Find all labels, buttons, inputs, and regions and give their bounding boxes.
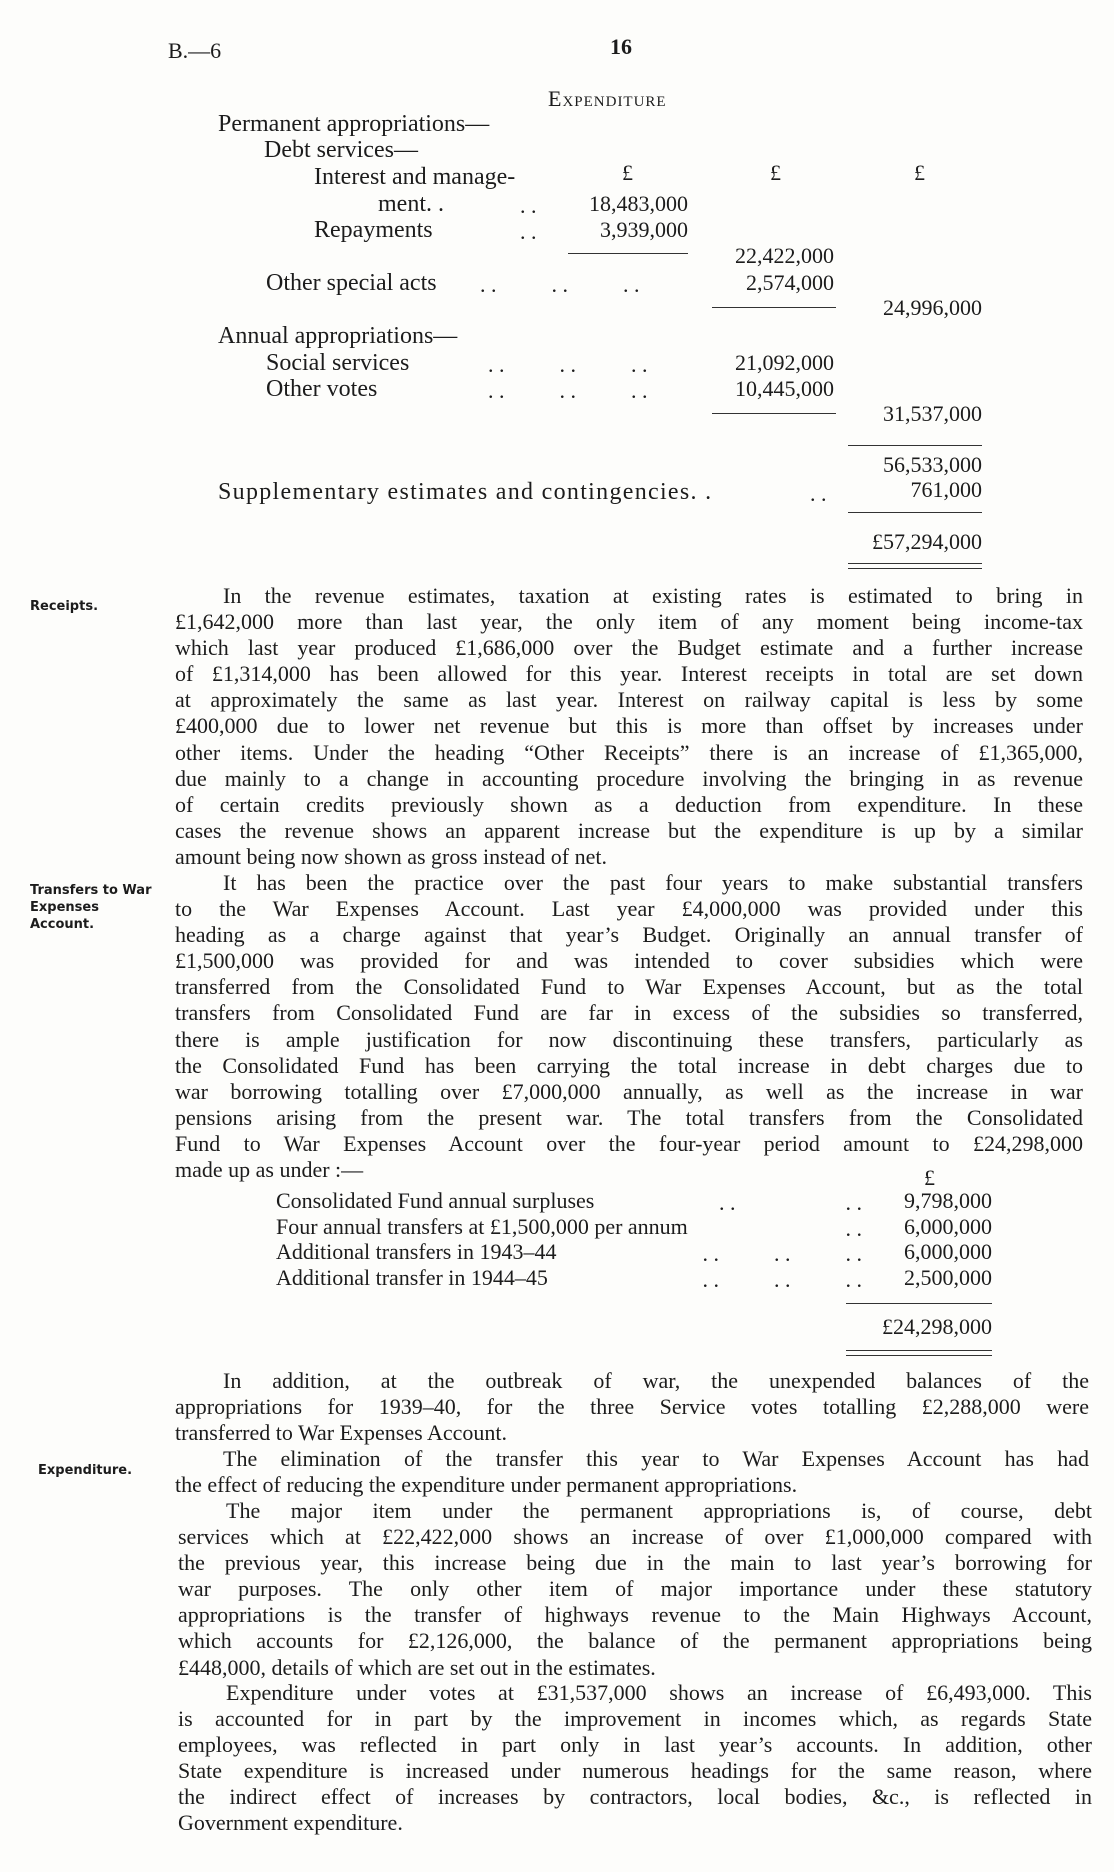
repayments-label: Repayments	[314, 217, 433, 243]
text-line: The major item under the permanent appropriations is, of course, debt	[226, 1498, 1092, 1523]
row-label: Consolidated Fund annual surpluses	[276, 1188, 595, 1213]
rule-debt	[568, 253, 688, 254]
text-line: transfers from Consolidated Fund are far in excess of the subsidies so transferred,	[175, 1000, 1083, 1026]
debt-total: 22,422,000	[735, 243, 834, 268]
other-acts-dots: . . . . . .	[480, 272, 640, 297]
transfers-currency: £	[924, 1165, 935, 1190]
row-label: Additional transfer in 1944–45	[276, 1264, 548, 1290]
row-leader-dots: . .	[845, 1215, 862, 1241]
rule-transfers	[846, 1303, 992, 1304]
supplementary-amount: 761,000	[910, 477, 982, 502]
text-line: The elimination of the transfer this year to War Expenses Account has had	[223, 1446, 1089, 1471]
row-label: Additional transfers in 1943–44	[276, 1239, 557, 1264]
series-code: B.—6	[168, 38, 222, 63]
row-amount: 6,000,000	[904, 1213, 992, 1239]
row-leader-dots: . . . . . .	[702, 1241, 862, 1266]
text-line: Government expenditure.	[178, 1810, 403, 1836]
permanent-appropriations-label: Permanent appropriations—	[218, 111, 490, 137]
margin-note-transfers: Transfers to War Expenses Account.	[30, 883, 152, 932]
social-services-label: Social services	[266, 350, 410, 376]
text-line: employees, was reflected in part only in last year’s accounts. In addition, other	[178, 1732, 1092, 1758]
other-acts-amount: 2,574,000	[746, 270, 834, 295]
transfers-total: £24,298,000	[882, 1314, 992, 1339]
rule-total-double-1	[848, 563, 982, 564]
text-line: is accounted for in part by the improvement in incomes which, as regards State	[178, 1706, 1092, 1732]
text-line: £448,000, details of which are set out in the estimates.	[178, 1654, 656, 1680]
other-acts-label: Other special acts	[266, 270, 437, 296]
text-line: heading as a charge against that year’s Budget. Originally an annual transfer of	[175, 922, 1083, 948]
grand-total: £57,294,000	[872, 529, 982, 554]
interest-label-2: ment. .	[378, 191, 444, 217]
row-amount: 6,000,000	[904, 1239, 992, 1264]
rule-permanent	[712, 307, 836, 308]
text-line: there is ample justification for now discontinuing these transfers, particularly as	[175, 1026, 1083, 1052]
annual-appropriations-label: Annual appropriations—	[218, 323, 458, 349]
text-line: £1,500,000 was provided for and was intended to cover subsidies which were	[175, 948, 1083, 974]
text-line: transferred from the Consolidated Fund to War Expenses Account, but as the total	[175, 974, 1083, 1000]
row-amount: 2,500,000	[904, 1264, 992, 1290]
debt-services-label: Debt services—	[264, 137, 418, 163]
text-line: war purposes. The only other item of major importance under these statutory	[178, 1576, 1092, 1602]
rule-total-double-2	[848, 568, 982, 569]
annual-total: 31,537,000	[883, 401, 982, 426]
row-leader-dots: . . . . . .	[702, 1266, 862, 1292]
text-line: State expenditure is increased under numerous headings for the same reason, where	[178, 1758, 1092, 1784]
text-line: war borrowing totalling over £7,000,000 annually, as well as the increase in war	[175, 1078, 1083, 1104]
supplementary-dots: . .	[810, 481, 827, 506]
interest-dots: . .	[520, 193, 537, 218]
other-votes-amount: 10,445,000	[735, 376, 834, 401]
text-line: It has been the practice over the past four years to make substantial transfers	[223, 870, 1083, 895]
text-line: appropriations is the transfer of highways revenue to the Main Highways Account,	[178, 1602, 1092, 1628]
other-votes-dots: . . . . . .	[488, 378, 648, 403]
rule-subtotal	[848, 445, 982, 446]
text-line: the indirect effect of increases by contractors, local bodies, &c., is reflected in	[178, 1784, 1092, 1810]
text-line: the effect of reducing the expenditure under permanent appropriations.	[175, 1472, 798, 1498]
row-leader-dots: . . . .	[719, 1190, 862, 1215]
text-line: cases the revenue shows an apparent increase but the expenditure is up by a similar	[175, 817, 1083, 843]
votes-paragraph	[178, 1680, 1092, 1837]
row-label: Four annual transfers at £1,500,000 per annum	[276, 1213, 688, 1239]
repayments-amount: 3,939,000	[600, 217, 688, 242]
text-line: services which at £22,422,000 shows an increase of over £1,000,000 compared with	[178, 1524, 1092, 1550]
text-line: £1,642,000 more than last year, the only item of any moment being income-tax	[175, 609, 1083, 635]
margin-note-expenditure: Expenditure.	[38, 1463, 133, 1478]
text-line: Expenditure under votes at £31,537,000 shows an increase of £6,493,000. This	[226, 1680, 1092, 1705]
rule-supplementary	[848, 512, 982, 513]
text-line: other items. Under the heading “Other Receipts” there is an increase of £1,365,000,	[175, 739, 1083, 765]
addition-paragraph	[175, 1368, 1089, 1446]
text-line: transferred to War Expenses Account.	[175, 1420, 507, 1446]
other-votes-label: Other votes	[266, 376, 378, 402]
text-line: amount being now shown as gross instead of net.	[175, 843, 607, 869]
text-line: In addition, at the outbreak of war, the unexpended balances of the	[223, 1368, 1089, 1393]
rule-transfers-double-1	[846, 1350, 992, 1351]
text-line: appropriations for 1939–40, for the three Service votes totalling £2,288,000 were	[175, 1394, 1089, 1420]
text-line: the previous year, this increase being due in the main to last year’s borrowing for	[178, 1550, 1092, 1576]
rule-annual	[712, 413, 836, 414]
text-line: pensions arising from the present war. The total transfers from the Consolidated	[175, 1104, 1083, 1130]
text-line: £400,000 due to lower net revenue but this is more than offset by increases under	[175, 713, 1083, 739]
expenditure-title: Expenditure	[548, 86, 667, 111]
text-line: made up as under :—	[175, 1157, 364, 1183]
page-number: 16	[610, 34, 632, 59]
text-line: which accounts for £2,126,000, the balance of the permanent appropriations being	[178, 1628, 1092, 1654]
currency-col1: £	[622, 160, 633, 185]
text-line: to the War Expenses Account. Last year £4,000,000 was provided under this	[175, 896, 1083, 922]
text-line: the Consolidated Fund has been carrying the total increase in debt charges due to	[175, 1052, 1083, 1078]
interest-amount: 18,483,000	[589, 191, 688, 216]
row-amount: 9,798,000	[904, 1188, 992, 1213]
subtotal: 56,533,000	[883, 452, 982, 477]
repayments-dots: . .	[520, 219, 537, 244]
major-item-paragraph	[178, 1498, 1092, 1681]
social-services-dots: . . . . . .	[488, 352, 648, 377]
text-line: In the revenue estimates, taxation at existing rates is estimated to bring in	[223, 583, 1083, 608]
margin-note-receipts: Receipts.	[30, 599, 99, 614]
text-line: of £1,314,000 has been allowed for this year. Interest receipts in total are set down	[175, 661, 1083, 687]
permanent-total: 24,996,000	[883, 295, 982, 320]
elimination-paragraph	[175, 1446, 1089, 1498]
currency-col2: £	[770, 160, 781, 185]
transfers-paragraph	[175, 870, 1083, 1183]
receipts-paragraph	[175, 583, 1083, 870]
currency-col3: £	[914, 160, 925, 185]
rule-transfers-double-2	[846, 1355, 992, 1356]
text-line: Fund to War Expenses Account over the four-year period amount to £24,298,000	[175, 1130, 1083, 1156]
text-line: at approximately the same as last year. Interest on railway capital is less by some	[175, 687, 1083, 713]
supplementary-label: Supplementary estimates and contingencies. .	[218, 479, 713, 505]
text-line: which last year produced £1,686,000 over the Budget estimate and a further increase	[175, 635, 1083, 661]
text-line: of certain credits previously shown as a deduction from expenditure. In these	[175, 791, 1083, 817]
interest-label-1: Interest and manage-	[314, 164, 516, 190]
social-services-amount: 21,092,000	[735, 350, 834, 375]
text-line: due mainly to a change in accounting procedure involving the bringing in as revenue	[175, 765, 1083, 791]
